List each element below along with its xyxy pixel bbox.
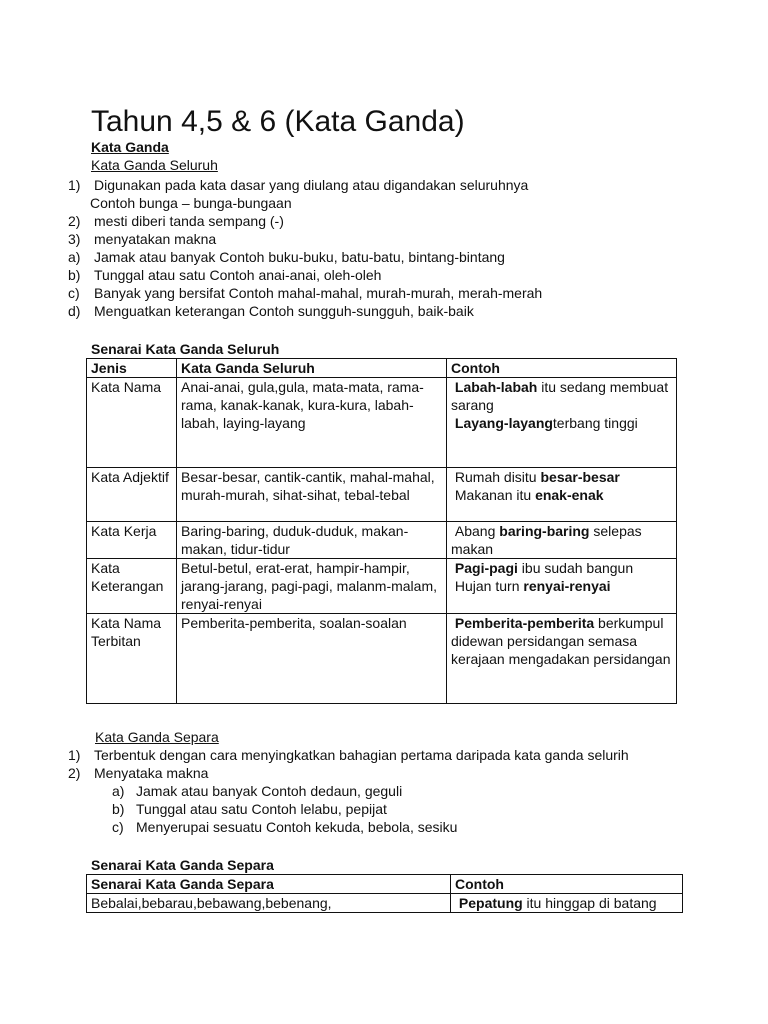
list-marker: d)	[68, 303, 81, 319]
contoh-bold: renyai-renyai	[523, 578, 611, 594]
contoh-sentence	[451, 577, 672, 595]
table-row	[87, 614, 677, 704]
list-item	[68, 248, 542, 266]
separa-list	[68, 746, 629, 782]
column-header: Contoh	[447, 359, 677, 378]
table-title-separa: Senarai Kata Ganda Separa	[91, 857, 274, 873]
list-text: Tunggal atau satu Contoh lelabu, pepijat	[136, 801, 387, 817]
contoh-bold: Layang-layang	[454, 415, 553, 431]
contoh-text: berkumpul didewan persidangan semasa kerajaan mengadakan persidangan	[451, 615, 671, 667]
list-marker: a)	[112, 783, 125, 799]
table-row	[87, 894, 683, 913]
contoh-sentence	[451, 559, 672, 577]
contoh-text: Hujan turn	[454, 578, 524, 594]
contoh-sentence	[451, 522, 672, 558]
list-text: Digunakan pada kata dasar yang diulang atau digandakan seluruhnya	[94, 177, 529, 193]
table-row	[87, 559, 677, 614]
section-heading: Kata Ganda	[91, 139, 169, 155]
list-text: Menyataka makna	[94, 765, 209, 781]
contoh-text: Abang	[454, 523, 500, 539]
list-text: Terbentuk dengan cara menyingkatkan bahagian pertama daripada kata ganda selurih	[94, 747, 629, 763]
cell-contoh	[447, 468, 677, 522]
cell-jenis: Kata Nama Terbitan	[87, 614, 177, 704]
contoh-sentence	[451, 486, 672, 504]
list-marker: 2)	[68, 765, 81, 781]
list-marker: b)	[112, 801, 125, 817]
cell-kata: Bebalai,bebarau,bebawang,bebenang,	[87, 894, 451, 913]
cell-jenis: Kata Keterangan	[87, 559, 177, 614]
contoh-bold: Pepatung	[458, 895, 523, 911]
contoh-sentence	[451, 378, 672, 414]
list-item	[68, 212, 542, 230]
list-item	[112, 782, 457, 800]
table-row	[87, 378, 677, 468]
column-header: Kata Ganda Seluruh	[177, 359, 447, 378]
list-marker: c)	[68, 285, 80, 301]
list-marker: a)	[68, 249, 81, 265]
list-text: Menyerupai sesuatu Contoh kekuda, bebola, sesiku	[136, 819, 458, 835]
list-text: Jamak atau banyak Contoh dedaun, geguli	[136, 783, 403, 799]
contoh-bold: Pemberita-pemberita	[454, 615, 595, 631]
contoh-bold: enak-enak	[535, 487, 604, 503]
list-item	[68, 266, 542, 284]
column-header: Senarai Kata Ganda Separa	[87, 875, 451, 894]
table-header-row	[87, 359, 677, 378]
page-title: Tahun 4,5 & 6 (Kata Ganda)	[91, 105, 465, 138]
cell-kata: Betul-betul, erat-erat, hampir-hampir, jarang-jarang, pagi-pagi, malanm-malam, renyai-renyai	[177, 559, 447, 614]
list-marker: 1)	[68, 177, 81, 193]
contoh-text: Rumah disitu	[454, 469, 541, 485]
cell-jenis: Kata Adjektif	[87, 468, 177, 522]
contoh-sentence	[451, 468, 672, 486]
contoh-text: ibu sudah bangun	[517, 560, 634, 576]
contoh-text: selepas makan	[451, 523, 642, 557]
list-item	[68, 764, 629, 782]
contoh-bold: Pagi-pagi	[454, 560, 518, 576]
list-text: Jamak atau banyak Contoh buku-buku, batu-batu, bintang-bintang	[94, 249, 505, 265]
list-item	[112, 818, 457, 836]
list-marker: 1)	[68, 747, 81, 763]
contoh-text: Makanan itu	[454, 487, 536, 503]
cell-contoh	[451, 894, 683, 913]
cell-kata: Besar-besar, cantik-cantik, mahal-mahal, murah-murah, sihat-sihat, tebal-tebal	[177, 468, 447, 522]
cell-jenis: Kata Kerja	[87, 522, 177, 559]
column-header: Contoh	[451, 875, 683, 894]
contoh-text: itu sedang membuat sarang	[451, 379, 669, 413]
cell-contoh	[447, 378, 677, 468]
contoh-text: terbang tinggi	[552, 415, 638, 431]
list-text: Menguatkan keterangan Contoh sungguh-sungguh, baik-baik	[94, 303, 474, 319]
list-item	[68, 194, 542, 212]
cell-contoh	[447, 522, 677, 559]
contoh-text: itu hinggap di batang	[522, 895, 657, 911]
subsection-heading-seluruh: Kata Ganda Seluruh	[91, 157, 218, 173]
list-item	[68, 302, 542, 320]
cell-kata: Baring-baring, duduk-duduk, makan-makan, tidur-tidur	[177, 522, 447, 559]
cell-kata: Pemberita-pemberita, soalan-soalan	[177, 614, 447, 704]
contoh-bold: Labah-labah	[454, 379, 538, 395]
list-marker: 2)	[68, 213, 81, 229]
cell-kata: Anai-anai, gula,gula, mata-mata, rama-rama, kanak-kanak, kura-kura, labah-labah, laying-layang	[177, 378, 447, 468]
seluruh-list	[68, 176, 542, 320]
table-header-row	[87, 875, 683, 894]
list-item	[112, 800, 457, 818]
list-marker: 3)	[68, 231, 81, 247]
table-row	[87, 468, 677, 522]
subsection-heading-separa: Kata Ganda Separa	[95, 729, 219, 745]
list-item	[68, 230, 542, 248]
separa-sublist	[112, 782, 457, 836]
list-item	[68, 746, 629, 764]
list-marker: b)	[68, 267, 81, 283]
table-kata-ganda-separa	[86, 874, 683, 913]
list-text: Contoh bunga – bunga-bungaan	[90, 195, 292, 211]
column-header: Jenis	[87, 359, 177, 378]
contoh-bold: besar-besar	[540, 469, 620, 485]
cell-contoh	[447, 614, 677, 704]
list-text: mesti diberi tanda sempang (-)	[94, 213, 284, 229]
table-title-seluruh: Senarai Kata Ganda Seluruh	[91, 341, 280, 357]
list-text: menyatakan makna	[94, 231, 217, 247]
cell-jenis: Kata Nama	[87, 378, 177, 468]
cell-contoh	[447, 559, 677, 614]
table-row	[87, 522, 677, 559]
contoh-sentence	[451, 614, 672, 668]
contoh-sentence	[451, 414, 672, 432]
table-kata-ganda-seluruh	[86, 358, 677, 704]
list-item	[68, 284, 542, 302]
list-text: Tunggal atau satu Contoh anai-anai, oleh-oleh	[94, 267, 382, 283]
list-item	[68, 176, 542, 194]
contoh-bold: baring-baring	[499, 523, 590, 539]
list-text: Banyak yang bersifat Contoh mahal-mahal, murah-murah, merah-merah	[94, 285, 543, 301]
list-marker: c)	[112, 819, 124, 835]
